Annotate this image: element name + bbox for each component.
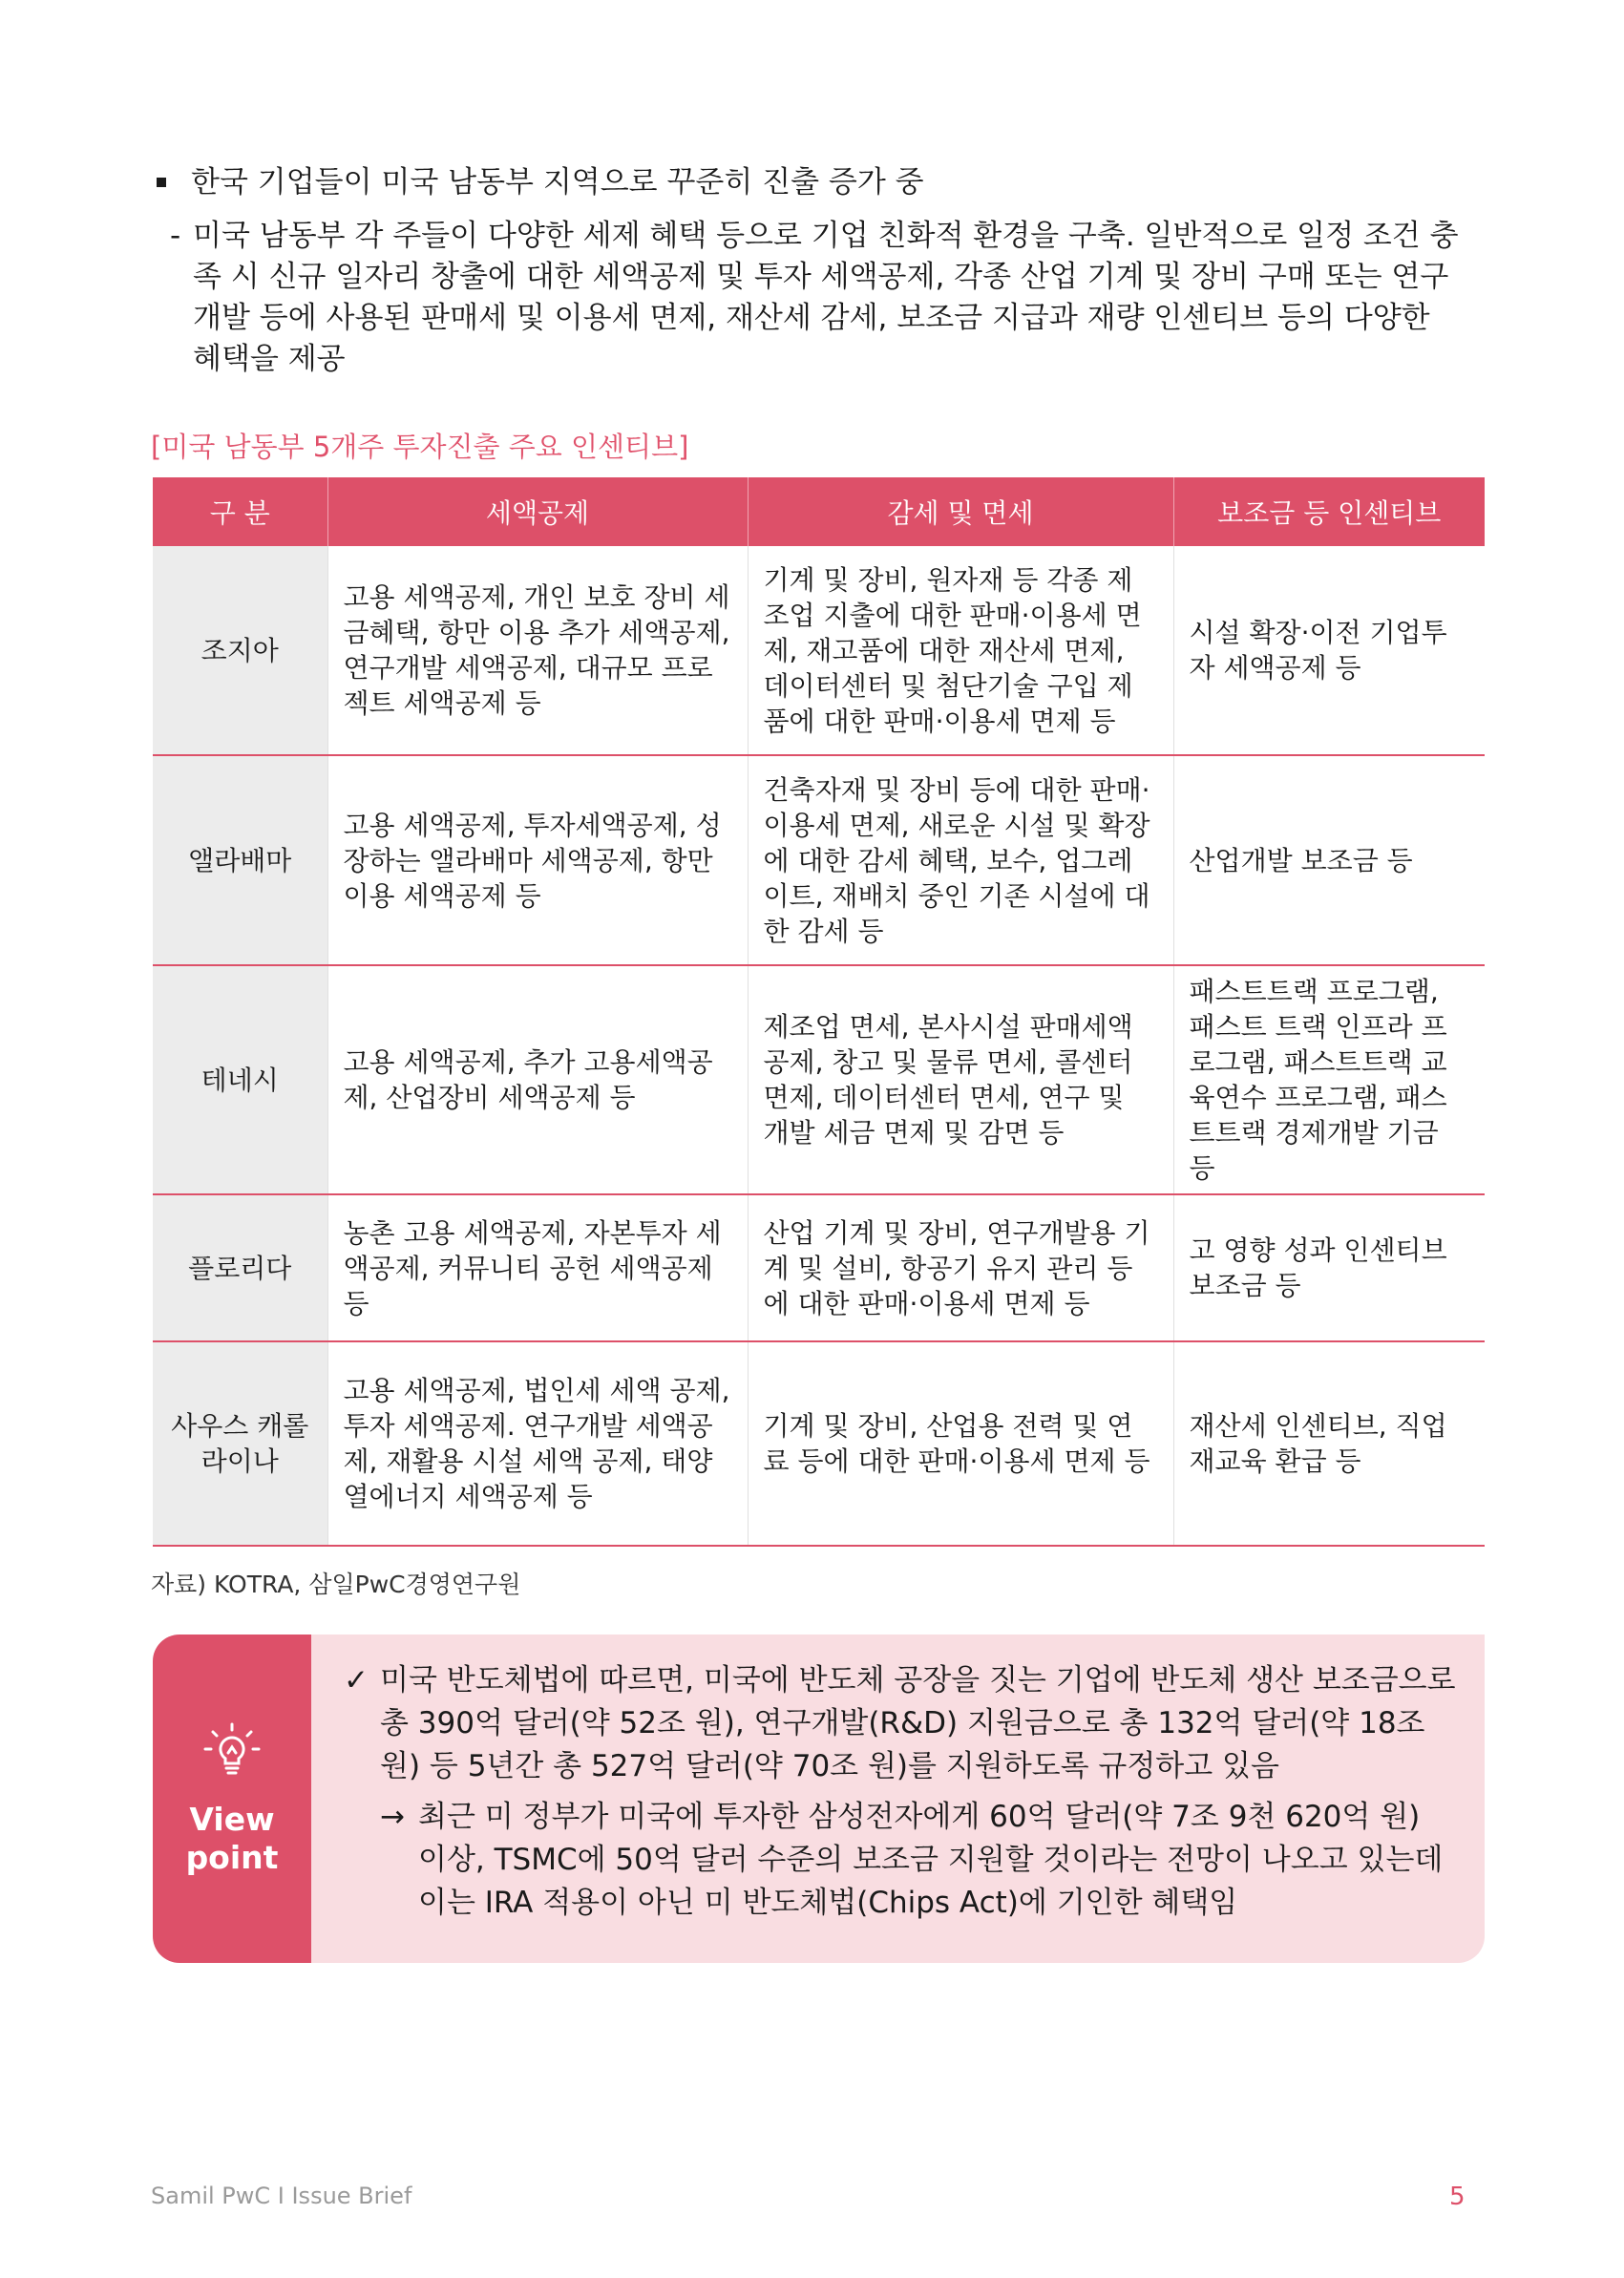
viewpoint-label-line1: View <box>189 1801 275 1838</box>
intro-bullet-text: 한국 기업들이 미국 남동부 지역으로 꾸준히 진출 증가 중 <box>191 165 924 200</box>
region-cell: 테네시 <box>153 965 327 1194</box>
table-row <box>153 546 1485 755</box>
intro-detail <box>170 216 1489 380</box>
table-row <box>153 755 1485 965</box>
tax-credit-cell: 고용 세액공제, 개인 보호 장비 세금혜택, 항만 이용 추가 세액공제, 연구개발 세액공제, 대규모 프로젝트 세액공제 등 <box>327 546 748 755</box>
exemption-cell: 건축자재 및 장비 등에 대한 판매·이용세 면제, 새로운 시설 및 확장에 대한 감세 혜택, 보수, 업그레이트, 재배치 중인 기존 시설에 대한 감세 등 <box>748 755 1173 965</box>
check-icon: ✓ <box>344 1663 369 1698</box>
square-bullet-icon <box>157 178 166 187</box>
viewpoint-content <box>311 1635 1485 1963</box>
intro-bullet <box>153 162 1489 202</box>
region-cell: 조지아 <box>153 546 327 755</box>
viewpoint-label-panel <box>153 1635 311 1963</box>
intro-detail-text: 미국 남동부 각 주들이 다양한 세제 혜택 등으로 기업 친화적 환경을 구축. 일반적으로 일정 조건 충족 시 신규 일자리 창출에 대한 세액공제 및 투자 세액공제, 각종 산업 기계 및 장비 구매 또는 연구개발 등에 사용된 판매세 및 이용세 면제, 재산세 감세, 보조금 지급과 재량 인센티브 등의 다양한 혜택을 제공 <box>193 219 1459 376</box>
page-number: 5 <box>1449 2183 1466 2211</box>
header-tax-credit: 세액공제 <box>327 477 748 546</box>
viewpoint-sub-point <box>380 1796 1456 1925</box>
region-cell: 플로리다 <box>153 1194 327 1341</box>
table-header-row <box>153 477 1485 546</box>
viewpoint-label <box>186 1801 279 1877</box>
arrow-right-icon: → <box>380 1800 405 1834</box>
region-cell: 앨라배마 <box>153 755 327 965</box>
table-row <box>153 965 1485 1194</box>
lightbulb-icon <box>201 1720 263 1783</box>
subsidy-cell: 산업개발 보조금 등 <box>1173 755 1485 965</box>
exemption-cell: 산업 기계 및 장비, 연구개발용 기계 및 설비, 항공기 유지 관리 등에 대한 판매·이용세 면제 등 <box>748 1194 1173 1341</box>
header-exemption: 감세 및 면세 <box>748 477 1173 546</box>
incentive-table <box>153 477 1485 1547</box>
tax-credit-cell: 고용 세액공제, 투자세액공제, 성장하는 앨라배마 세액공제, 항만 이용 세액공제 등 <box>327 755 748 965</box>
dash-marker: - <box>170 219 181 253</box>
intro-section <box>153 162 1489 380</box>
tax-credit-cell: 농촌 고용 세액공제, 자본투자 세액공제, 커뮤니티 공헌 세액공제 등 <box>327 1194 748 1341</box>
exemption-cell: 기계 및 장비, 산업용 전력 및 연료 등에 대한 판매·이용세 면제 등 <box>748 1341 1173 1546</box>
region-cell: 사우스 캐롤라이나 <box>153 1341 327 1546</box>
exemption-cell: 기계 및 장비, 원자재 등 각종 제조업 지출에 대한 판매·이용세 면제, 재고품에 대한 재산세 면제, 데이터센터 및 첨단기술 구입 제품에 대한 판매·이용세 면제 등 <box>748 546 1173 755</box>
header-subsidy: 보조금 등 인센티브 <box>1173 477 1485 546</box>
subsidy-cell: 고 영향 성과 인센티브 보조금 등 <box>1173 1194 1485 1341</box>
tax-credit-cell: 고용 세액공제, 법인세 세액 공제, 투자 세액공제. 연구개발 세액공제, 재활용 시설 세액 공제, 태양열에너지 세액공제 등 <box>327 1341 748 1546</box>
table-row <box>153 1341 1485 1546</box>
tax-credit-cell: 고용 세액공제, 추가 고용세액공제, 산업장비 세액공제 등 <box>327 965 748 1194</box>
viewpoint-sub-text: 최근 미 정부가 미국에 투자한 삼성전자에게 60억 달러(약 7조 9천 620억 원) 이상, TSMC에 50억 달러 수준의 보조금 지원할 것이라는 전망이 나오고 있는데 이는 IRA 적용이 아닌 미 반도체법(Chips Act)에 기인한 혜택임 <box>418 1800 1444 1920</box>
header-region: 구 분 <box>153 477 327 546</box>
viewpoint-box <box>153 1635 1485 1963</box>
footer-brand: Samil PwC I Issue Brief <box>151 2183 412 2209</box>
table-row <box>153 1194 1485 1341</box>
subsidy-cell: 시설 확장·이전 기업투자 세액공제 등 <box>1173 546 1485 755</box>
exemption-cell: 제조업 면세, 본사시설 판매세액 공제, 창고 및 물류 면세, 콜센터 면제, 데이터센터 면세, 연구 및 개발 세금 면제 및 감면 등 <box>748 965 1173 1194</box>
viewpoint-label-line2: point <box>185 1839 279 1876</box>
viewpoint-main-point <box>344 1659 1456 1788</box>
subsidy-cell: 재산세 인센티브, 직업 재교육 환급 등 <box>1173 1341 1485 1546</box>
table-source: 자료) KOTRA, 삼일PwC경영연구원 <box>151 1571 521 1598</box>
viewpoint-main-text: 미국 반도체법에 따르면, 미국에 반도체 공장을 짓는 기업에 반도체 생산 보조금으로 총 390억 달러(약 52조 원), 연구개발(R&D) 지원금으로 총 132억 달러(약 18조 원) 등 5년간 총 527억 달러(약 70조 원)를 지원하도록 규정하고 있음 <box>380 1663 1456 1783</box>
subsidy-cell: 패스트트랙 프로그램, 패스트 트랙 인프라 프로그램, 패스트트랙 교육연수 프로그램, 패스트트랙 경제개발 기금 등 <box>1173 965 1485 1194</box>
table-title: [미국 남동부 5개주 투자진출 주요 인센티브] <box>151 431 689 463</box>
